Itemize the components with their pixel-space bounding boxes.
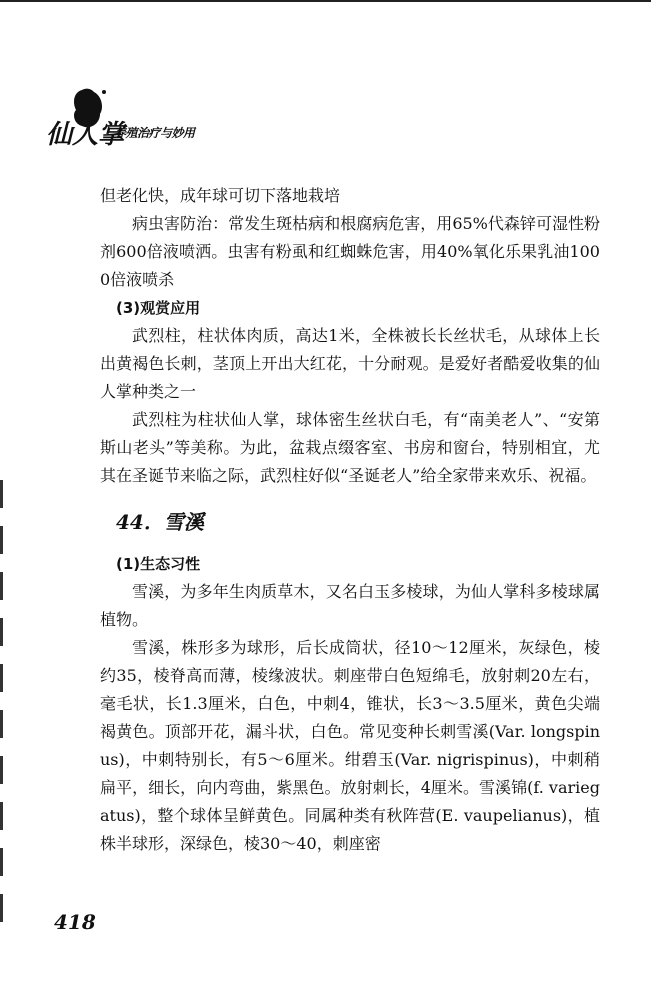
subheading: (3)观赏应用: [116, 299, 201, 317]
paragraph: 雪溪，株形多为球形，后长成筒状，径10～12厘米，灰绿色，棱约35，棱脊高而薄，棱缘波状。刺座带白色短绵毛，放射刺20左右，毫毛状，长1.3厘米，白色，中刺4，锥状，长3～3.5厘米，黄色尖端褐黄色。顶部开花，漏斗状，白色。常见变种长刺雪溪(Var. longspinus)，中刺特别长，有5～6厘米。绀碧玉(Var. nigrispinus)，中刺稍扁平，细长，向内弯曲，紫黑色。放射刺长，4厘米。雪溪锦(f. variegatus)，整个球体呈鲜黄色。同属种类有秋阵营(E. vaupelianus)，植株半球形，深绿色，棱30～40，刺座密: [100, 638, 600, 853]
paragraph: 病虫害防治：常发生斑枯病和根腐病危害，用65%代森锌可湿性粉剂600倍液喷洒。虫害有粉虱和红蜘蛛危害，用40%氧化乐果乳油1000倍液喷杀: [100, 214, 600, 289]
paragraph: 但老化快，成年球可切下落地栽培: [100, 186, 341, 205]
top-rule: [0, 0, 651, 2]
page-body: [100, 182, 600, 858]
logo-title: 仙人掌: [46, 120, 125, 150]
paragraph: 武烈柱，柱状体肉质，高达1米，全株被长长丝状毛，从球体上长出黄褐色长刺，茎顶上开出大红花，十分耐观。是爱好者酷爱收集的仙人掌种类之一: [100, 326, 600, 401]
binding-edge-marks: [0, 480, 3, 940]
paragraph: 武烈柱为柱状仙人掌，球体密生丝状白毛，有“南美老人”、“安第斯山老头”等美称。为此，盆栽点缀客室、书房和窗台，特别相宜，尤其在圣诞节来临之际，武烈柱好似“圣诞老人”给全家带来欢乐、祝福。: [100, 410, 600, 485]
paragraph: 雪溪，为多年生肉质草木，又名白玉多棱球，为仙人掌科多棱球属植物。: [100, 582, 600, 629]
header-logo: [42, 86, 242, 152]
page-number: 418: [54, 910, 96, 934]
subheading: (1)生态习性: [116, 555, 201, 573]
logo-subtitle: 养殖治疗与妙用: [114, 126, 195, 140]
section-heading: 44．雪溪: [116, 510, 204, 534]
